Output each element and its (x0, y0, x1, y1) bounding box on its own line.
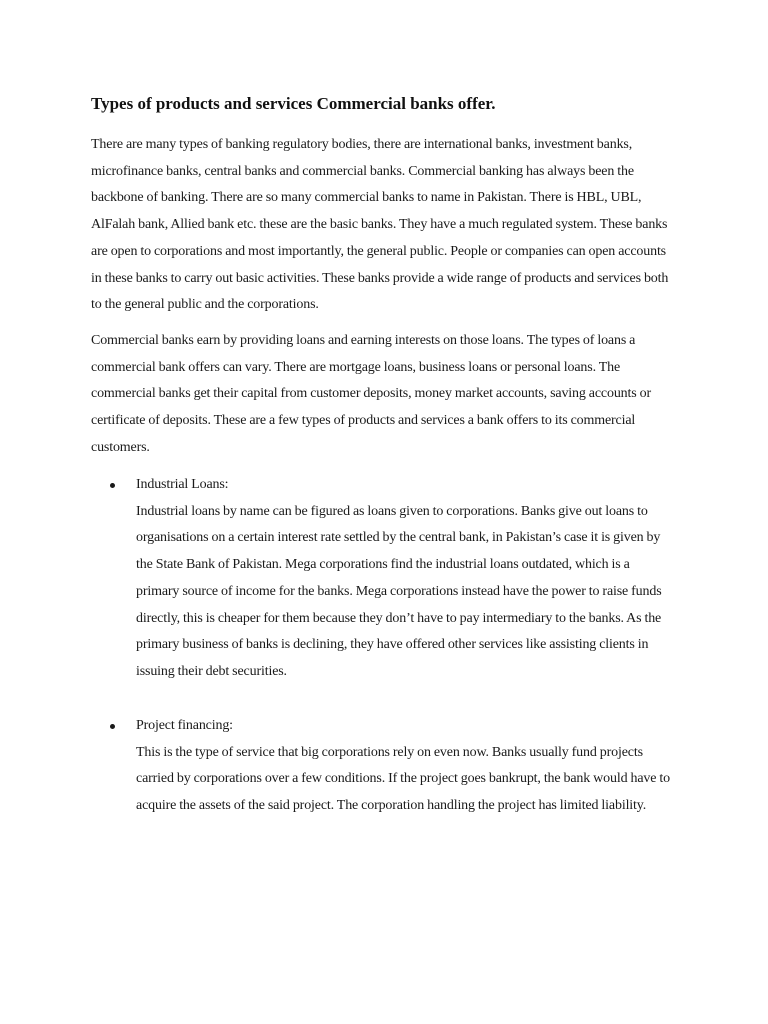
list-item-body: This is the type of service that big corporations rely on even now. Banks usually fund projects carried by corporations over a few conditions. If the project goes bankrupt, the bank would have to acquire the assets of the said project. The corporation handling the project has limited liability. (136, 744, 670, 814)
list-item-heading: Industrial Loans: (136, 477, 229, 492)
list-item-body: Industrial loans by name can be figured as loans given to corporations. Banks give out loans to organisations on a certain interest rate settled by the central bank, in Pakistan’s case it is given by the State Bank of Pakistan. Mega corporations find the industrial loans outdated, which is a primary source of income for the banks. Mega corporations instead have the power to raise funds directly, this is cheaper for them because they don’t have to pay intermediary to the banks. As the primary business of banks is declining, they have offered other services like assisting clients in issuing their debt securities. (136, 503, 662, 679)
bullet-point-icon (110, 483, 115, 488)
bullet-point-icon (110, 724, 115, 729)
list-item-heading: Project financing: (136, 718, 233, 733)
paragraph-intro: There are many types of banking regulatory bodies, there are international banks, investment banks, microfinance banks, central banks and commercial banks. Commercial banking has always been the backbone of banking. There are so many commercial banks to name in Pakistan. There is HBL, UBL, AlFalah bank, Allied bank etc. these are the basic banks. They have a much regulated system. These banks are open to corporations and most importantly, the general public. People or companies can open accounts in these banks to carry out basic activities. These banks provide a wide range of products and services both to the general public and the corporations. (91, 137, 669, 313)
list-item-text (136, 713, 670, 820)
paragraph-loans: Commercial banks earn by providing loans and earning interests on those loans. The types of loans a commercial bank offers can vary. There are mortgage loans, business loans or personal loans. The commercial banks get their capital from customer deposits, money market accounts, saving accounts or certificate of deposits. These are a few types of products and services a bank offers to its commercial customers. (91, 333, 651, 455)
list-item-text (136, 472, 670, 686)
document-title: Types of products and services Commercial banks offer. (91, 94, 496, 113)
